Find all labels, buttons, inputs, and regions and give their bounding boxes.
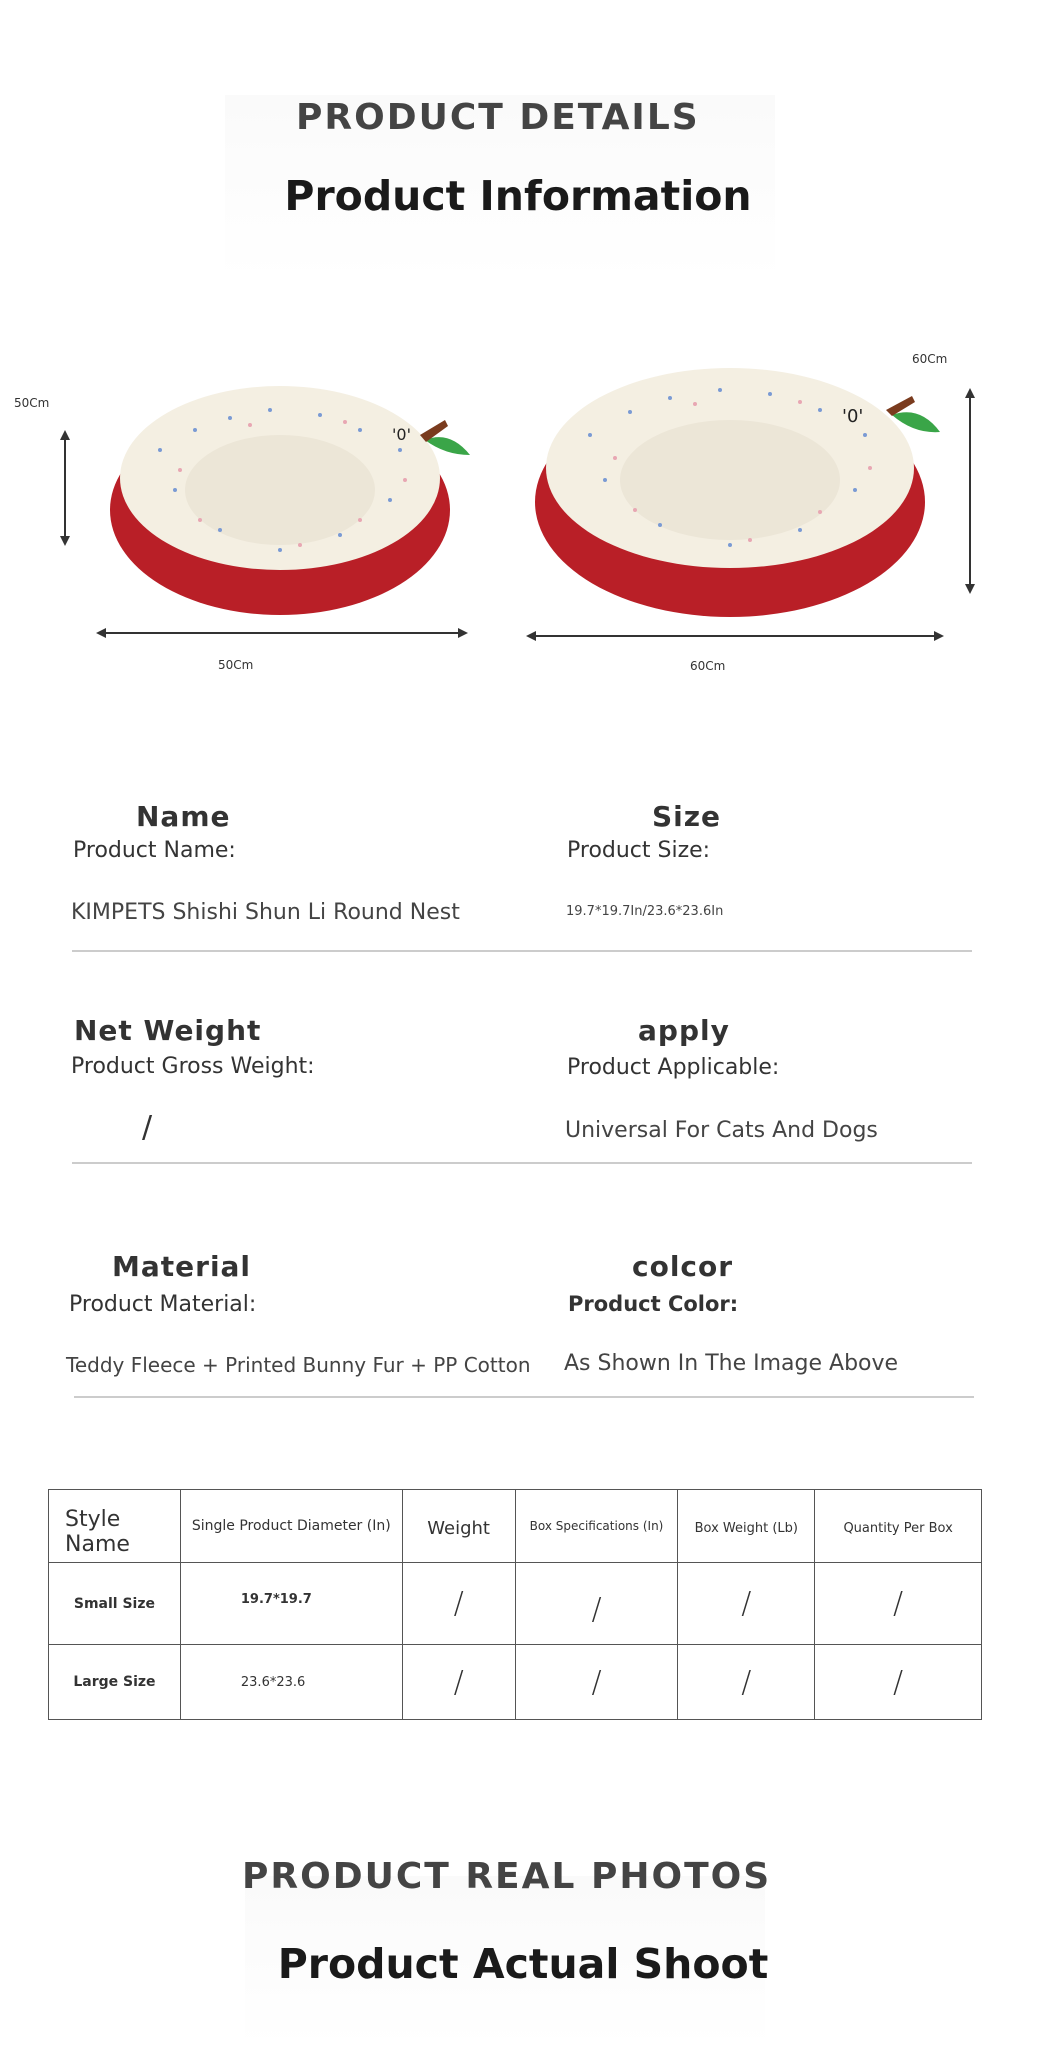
applicable-label: Product Applicable:: [567, 1055, 780, 1080]
table-cell-weight: /: [402, 1563, 515, 1645]
table-header-row: [49, 1490, 982, 1563]
material-section-ghost: Material: [112, 1250, 252, 1283]
size-section-ghost: Size: [652, 800, 722, 833]
table-cell-box-weight: /: [678, 1645, 815, 1720]
product-size-label: Product Size:: [567, 838, 711, 863]
product-name-value: KIMPETS Shishi Shun Li Round Nest: [71, 900, 460, 925]
table-row: [49, 1645, 982, 1720]
footer-ghost-text: PRODUCT REAL PHOTOS: [242, 1856, 772, 1897]
gross-weight-value: /: [142, 1110, 153, 1145]
svg-text:'0': '0': [842, 406, 864, 427]
footer-title: Product Actual Shoot: [277, 1940, 769, 1988]
divider-1: [72, 950, 972, 952]
table-cell-box-spec: /: [515, 1563, 678, 1645]
table-header-cell: Box Specifications (In): [515, 1490, 678, 1563]
table-cell-box-weight: /: [678, 1563, 815, 1645]
large-horizontal-arrow: [528, 635, 942, 637]
table-cell-qty: /: [815, 1645, 982, 1720]
small-bottom-dimension-label: 50Cm: [218, 658, 254, 672]
material-label: Product Material:: [69, 1292, 257, 1317]
svg-text:'0': '0': [392, 425, 411, 444]
table-header-cell: Style Name: [49, 1490, 181, 1563]
table-header-cell: Box Weight (Lb): [678, 1490, 815, 1563]
product-image-small: [100, 360, 480, 620]
table-header-cell: Weight: [402, 1490, 515, 1563]
table-header-cell: Single Product Diameter (In): [180, 1490, 402, 1563]
divider-2: [72, 1162, 972, 1164]
small-vertical-arrow: [64, 432, 66, 544]
color-value: As Shown In The Image Above: [564, 1351, 899, 1376]
gross-weight-label: Product Gross Weight:: [71, 1054, 315, 1079]
table-cell-qty: /: [815, 1563, 982, 1645]
color-section-ghost: colcor: [632, 1250, 734, 1283]
product-size-value: 19.7*19.7In/23.6*23.6In: [566, 904, 724, 919]
apply-section-ghost: apply: [638, 1014, 730, 1047]
color-label: Product Color:: [568, 1292, 739, 1316]
table-cell-diameter: 19.7*19.7: [180, 1563, 402, 1645]
table-row: [49, 1563, 982, 1645]
table-cell-style: Small Size: [49, 1563, 181, 1645]
divider-3: [74, 1396, 974, 1398]
applicable-value: Universal For Cats And Dogs: [565, 1118, 878, 1143]
large-bottom-dimension-label: 60Cm: [690, 659, 726, 673]
round-bed-small-illustration: [100, 360, 480, 620]
weight-section-ghost: Net Weight: [74, 1014, 262, 1047]
table-header-cell: Quantity Per Box: [815, 1490, 982, 1563]
spec-table: [48, 1489, 982, 1720]
table-cell-weight: /: [402, 1645, 515, 1720]
table-cell-style: Large Size: [49, 1645, 181, 1720]
product-name-label: Product Name:: [73, 838, 236, 863]
table-cell-diameter: 23.6*23.6: [180, 1645, 402, 1720]
small-side-dimension-label: 50Cm: [14, 396, 50, 410]
product-image-large: [520, 340, 950, 620]
name-section-ghost: Name: [136, 800, 231, 833]
page-title: Product Information: [284, 172, 752, 220]
large-vertical-arrow: [969, 390, 971, 592]
small-horizontal-arrow: [98, 632, 466, 634]
table-cell-box-spec: /: [515, 1645, 678, 1720]
header-ghost-text: PRODUCT DETAILS: [296, 97, 700, 138]
round-bed-large-illustration: [520, 340, 950, 620]
material-value: Teddy Fleece + Printed Bunny Fur + PP Cotton: [66, 1353, 531, 1377]
large-side-dimension-label: 60Cm: [912, 352, 948, 366]
